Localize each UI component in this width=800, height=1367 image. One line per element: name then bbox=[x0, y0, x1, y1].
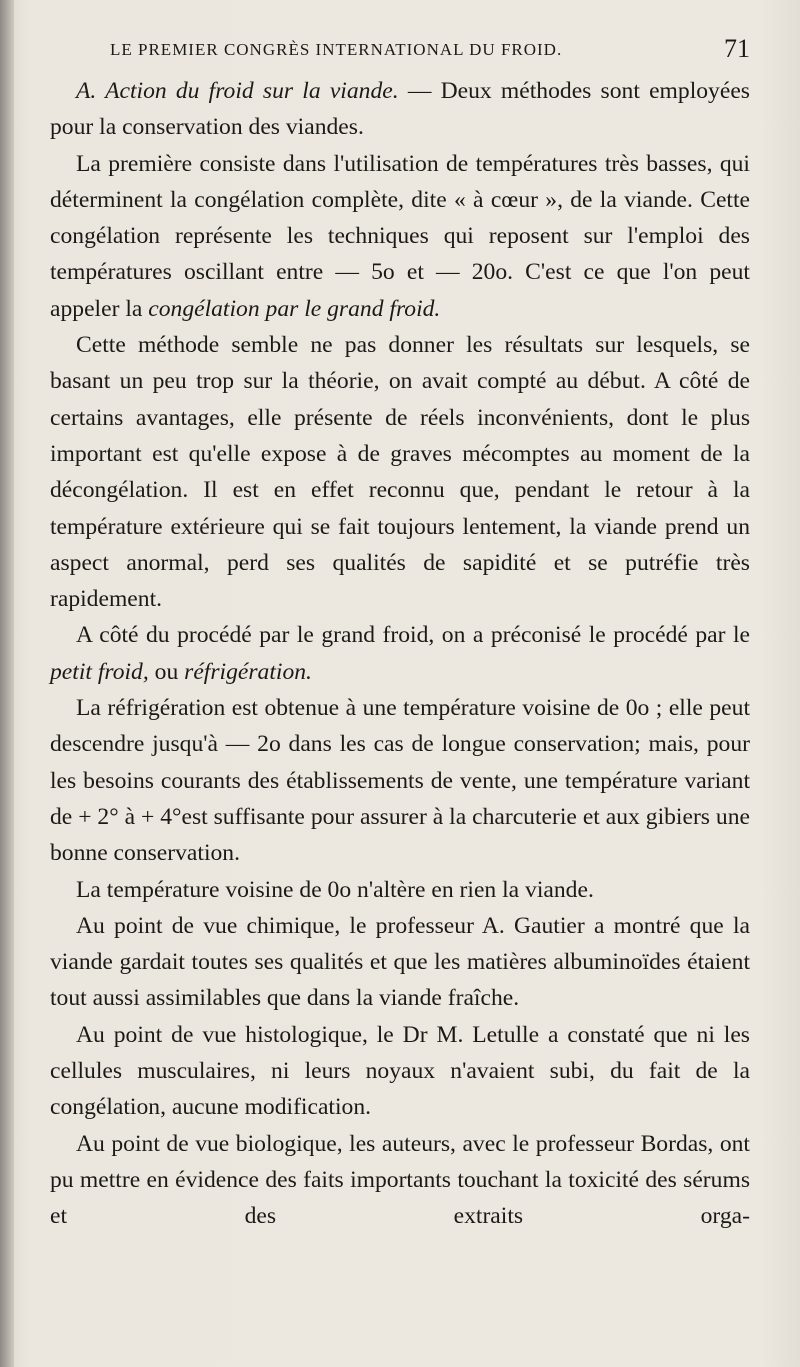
paragraph-9: Au point de vue biologique, les auteurs, avec le professeur Bordas, ont pu mettre en évidence des faits importants touchant la toxicité des sérums et des extraits orga- bbox=[50, 1130, 750, 1230]
paragraph-3: Cette méthode semble ne pas donner les résultats sur lesquels, se basant un peu trop sur la théorie, on avait compté au début. A côté de certains avantages, elle présente de réels inconvénients, dont le plus important est qu'elle expose à de graves mécomptes au moment de la décongélation. Il est en effet reconnu que, pendant le retour à la température extérieure qui se fait toujours lentement, la viande prend un aspect anormal, perd ses qualités de sapidité et se putréfie très rapidement. bbox=[50, 332, 750, 613]
paragraph-2-italic: congélation par le grand froid. bbox=[148, 295, 441, 322]
paragraph-2-text: La première consiste dans l'utilisation de températures très basses, qui déterminent la congélation complète, dite « à cœur », de la viande. Cette congélation représente les techniques qui reposent sur l'emploi des températures oscillant entre — 5o et — 20o. C'est ce que l'on peut appeler la bbox=[50, 150, 750, 322]
paragraph-5: La réfrigération est obtenue à une température voisine de 0o ; elle peut descendre jusqu'à — 2o dans les cas de longue conservation; mais, pour les besoins courants des établissements de vente, une température variant de + 2° à + 4°est suffisante pour assurer à la charcuterie et aux gibiers une bonne conservation. bbox=[50, 695, 750, 867]
paragraph-8: Au point de vue histologique, le Dr M. Letulle a constaté que ni les cellules musculaires, ni leurs noyaux n'avaient subi, du fait de la congélation, aucune modification. bbox=[50, 1021, 750, 1121]
paragraph-4-italic-2: réfrigération. bbox=[184, 658, 312, 685]
page-gutter-shadow bbox=[0, 0, 14, 1367]
paragraph-4-text-b: ou bbox=[148, 658, 185, 685]
paragraph-2 bbox=[50, 146, 750, 327]
body-text bbox=[50, 73, 750, 1235]
paragraph-7: Au point de vue chimique, le professeur A. Gautier a montré que la viande gardait toutes ses qualités et que les matières albuminoïdes étaient tout aussi assimilables que dans la viande fraîche. bbox=[50, 912, 750, 1012]
running-head: LE PREMIER CONGRÈS INTERNATIONAL DU FROID. bbox=[110, 40, 563, 59]
page-header bbox=[110, 36, 750, 66]
page-number: 71 bbox=[724, 34, 750, 63]
paragraph-1-text: — Deux méthodes sont employées pour la conservation des viandes. bbox=[50, 78, 750, 141]
paragraph-4-text-a: A côté du procédé par le grand froid, on a préconisé le procédé par le bbox=[76, 622, 750, 649]
paragraph-4-italic-1: petit froid, bbox=[50, 658, 149, 685]
paragraph-6: La température voisine de 0o n'altère en rien la viande. bbox=[76, 876, 594, 903]
paragraph-1 bbox=[50, 73, 750, 146]
section-heading: A. Action du froid sur la viande. bbox=[76, 78, 399, 104]
paragraph-4 bbox=[50, 617, 750, 690]
